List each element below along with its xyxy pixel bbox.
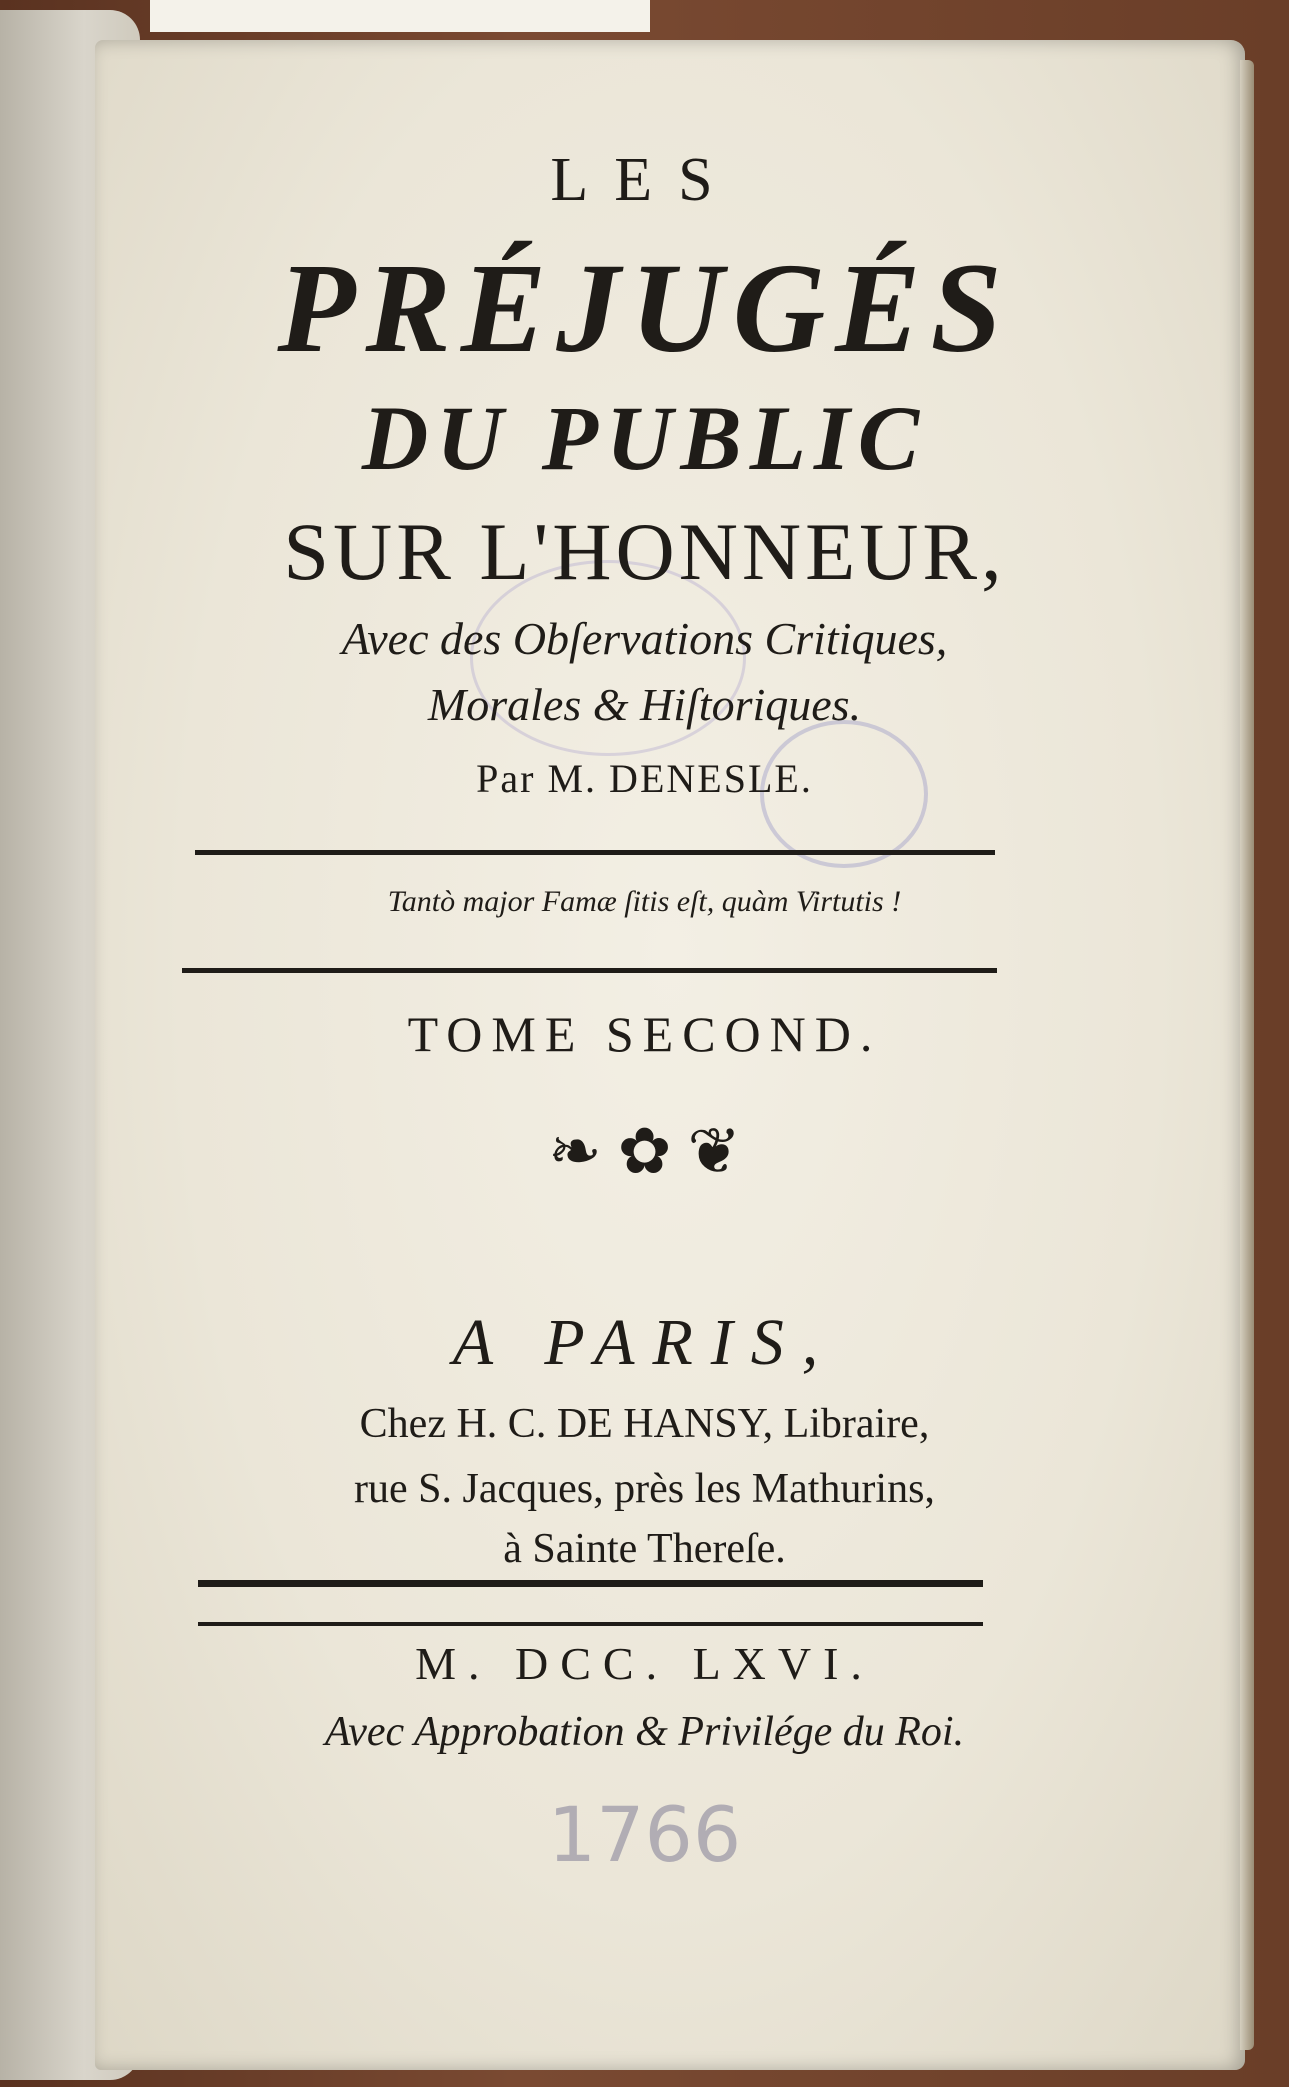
title-les: LES (550, 146, 739, 214)
rule-double-upper (198, 1580, 983, 1587)
approbation-line: Avec Approbation & Privilége du Roi. (324, 1709, 965, 1755)
pencil-annotation: 1766 (547, 1790, 742, 1879)
title-du-public: DU PUBLIC (361, 387, 928, 489)
title-sur-honneur: SUR L'HONNEUR, (283, 506, 1006, 597)
rule-double-lower (198, 1622, 983, 1626)
motto: Tantò major Famæ ſitis eſt, quàm Virtutis ! (387, 885, 902, 918)
publisher-line-2: rue S. Jacques, près les Mathurins, (354, 1466, 935, 1512)
publisher-line-1: Chez H. C. DE HANSY, Libraire, (359, 1401, 930, 1447)
author-line: Par M. DENESLE. (476, 756, 813, 801)
publication-date: M. DCC. LXVI. (415, 1638, 874, 1689)
title-prejuges: PRÉJUGÉS (277, 237, 1012, 379)
fleuron-ornament: ❧ ✿ ❦ (548, 1116, 741, 1187)
rule-motto-bottom (182, 968, 997, 973)
paper-slip (150, 0, 650, 32)
subtitle-line-2: Morales & Hiſtoriques. (427, 679, 862, 730)
publisher-line-3: à Sainte Thereſe. (503, 1526, 786, 1572)
subtitle-line-1: Avec des Obſervations Critiques, (341, 613, 948, 664)
place-of-publication: A PARIS, (452, 1306, 837, 1379)
rule-top (195, 850, 995, 855)
volume-label: TOME SECOND. (407, 1006, 882, 1062)
